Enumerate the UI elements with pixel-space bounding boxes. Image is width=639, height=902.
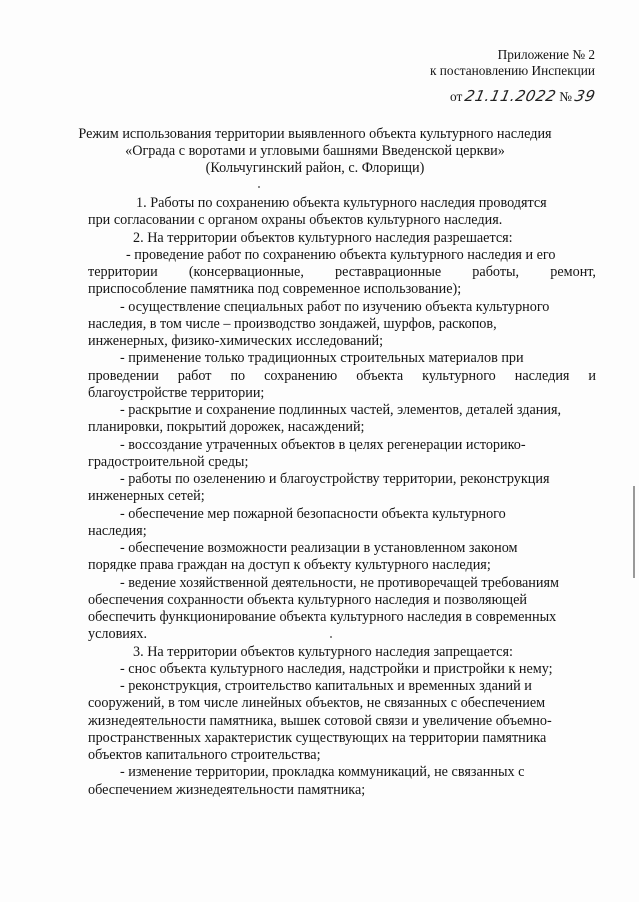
word: наследия — [514, 367, 570, 384]
list-item-line: - снос объекта культурного наследия, надстройки и пристройки к нему; — [120, 660, 553, 677]
resolution-label: к постановлению Инспекции — [430, 63, 595, 78]
word: культурного — [422, 367, 496, 384]
list-item-line: градостроительной среды; — [88, 453, 249, 470]
word: работы, — [472, 264, 520, 280]
list-item-line: жизнедеятельности памятника, вышек сотовой связи и увеличение объемно- — [88, 712, 552, 729]
word: сохранению — [264, 367, 338, 384]
word: работ — [177, 367, 212, 384]
scan-speck — [258, 186, 260, 188]
list-item-line: - применение только традиционных строительных материалов при — [120, 350, 524, 367]
document-body — [88, 195, 596, 799]
scan-edge-mark — [633, 486, 635, 578]
word: проведении — [88, 367, 159, 384]
scan-speck — [330, 636, 332, 638]
word: объекта — [356, 367, 404, 384]
title-line-2: «Ограда с воротами и угловыми башнями Введенской церкви» — [125, 143, 505, 159]
list-item-line: - раскрытие и сохранение подлинных частей, элементов, деталей здания, — [120, 402, 562, 418]
list-item-line: - обеспечение возможности реализации в установленном законом — [120, 540, 518, 556]
paragraph-line: 2. На территории объектов культурного наследия разрешается: — [133, 229, 513, 246]
paragraph-line: 1. Работы по сохранению объекта культурного наследия проводятся — [136, 195, 547, 211]
title-line-1: Режим использования территории выявленного объекта культурного наследия — [78, 126, 552, 142]
list-item-line-justified — [88, 264, 596, 281]
list-item-line: наследия, в том числе – производство зондажей, шурфов, раскопов, — [88, 315, 497, 332]
word: территории — [88, 264, 158, 280]
list-item-line: - проведение работ по сохранению объекта культурного наследия и его — [126, 246, 556, 263]
word: по — [230, 367, 246, 384]
list-item-line: - осуществление специальных работ по изучению объекта культурного — [120, 298, 550, 315]
list-item-line: обеспечения сохранности объекта культурного наследия и позволяющей — [88, 591, 527, 608]
word: ремонт, — [550, 264, 596, 280]
list-item-line: объектов капитального строительства; — [88, 747, 321, 763]
list-item-line: обеспечить функционирование объекта культурного наследия в современных — [88, 609, 557, 625]
list-item-line: приспособление памятника под современное использование); — [88, 281, 462, 298]
list-item-line: - работы по озеленению и благоустройству территории, реконструкция — [120, 471, 550, 487]
paragraph-line: при согласовании с органом охраны объектов культурного наследия. — [88, 212, 503, 229]
list-item-line-justified — [88, 368, 596, 385]
list-item-line: благоустройстве территории; — [88, 384, 265, 401]
word: реставрационные — [335, 264, 442, 280]
list-item-line: - изменение территории, прокладка коммуникаций, не связанных с — [120, 764, 525, 781]
date-prefix: от — [450, 89, 463, 104]
paragraph-line: 3. На территории объектов культурного наследия запрещается: — [133, 643, 513, 660]
list-item-line: - ведение хозяйственной деятельности, не противоречащей требованиям — [120, 574, 559, 591]
list-item-line: инженерных, физико-химических исследований; — [88, 333, 384, 349]
annex-label: Приложение № 2 — [497, 47, 595, 62]
number-label: № — [559, 89, 572, 104]
handwritten-date: 21.11.2022 — [463, 87, 559, 105]
list-item-line: - воссоздание утраченных объектов в целях регенерации историко- — [120, 436, 526, 453]
word: (консервационные, — [188, 264, 304, 280]
list-item-line: - реконструкция, строительство капитальных и временных зданий и — [120, 678, 532, 694]
list-item-line: условиях. — [88, 626, 148, 643]
list-item-line: обеспечением жизнедеятельности памятника; — [88, 781, 366, 798]
list-item-line: инженерных сетей; — [88, 488, 205, 505]
list-item-line: - обеспечение мер пожарной безопасности объекта культурного — [120, 505, 506, 522]
list-item-line: наследия; — [88, 522, 147, 539]
list-item-line: пространственных характеристик существующих на территории памятника — [88, 729, 547, 746]
title-line-3: (Кольчугинский район, с. Флорищи) — [205, 160, 425, 176]
list-item-line: порядке права граждан на доступ к объекту культурного наследия; — [88, 557, 491, 574]
word: и — [588, 367, 596, 384]
list-item-line: планировки, покрытий дорожек, насаждений; — [88, 419, 365, 436]
handwritten-number: 39 — [573, 87, 598, 105]
date-number-line — [450, 87, 598, 105]
list-item-line: сооружений, в том числе линейных объектов, не связанных с обеспечением — [88, 695, 546, 712]
